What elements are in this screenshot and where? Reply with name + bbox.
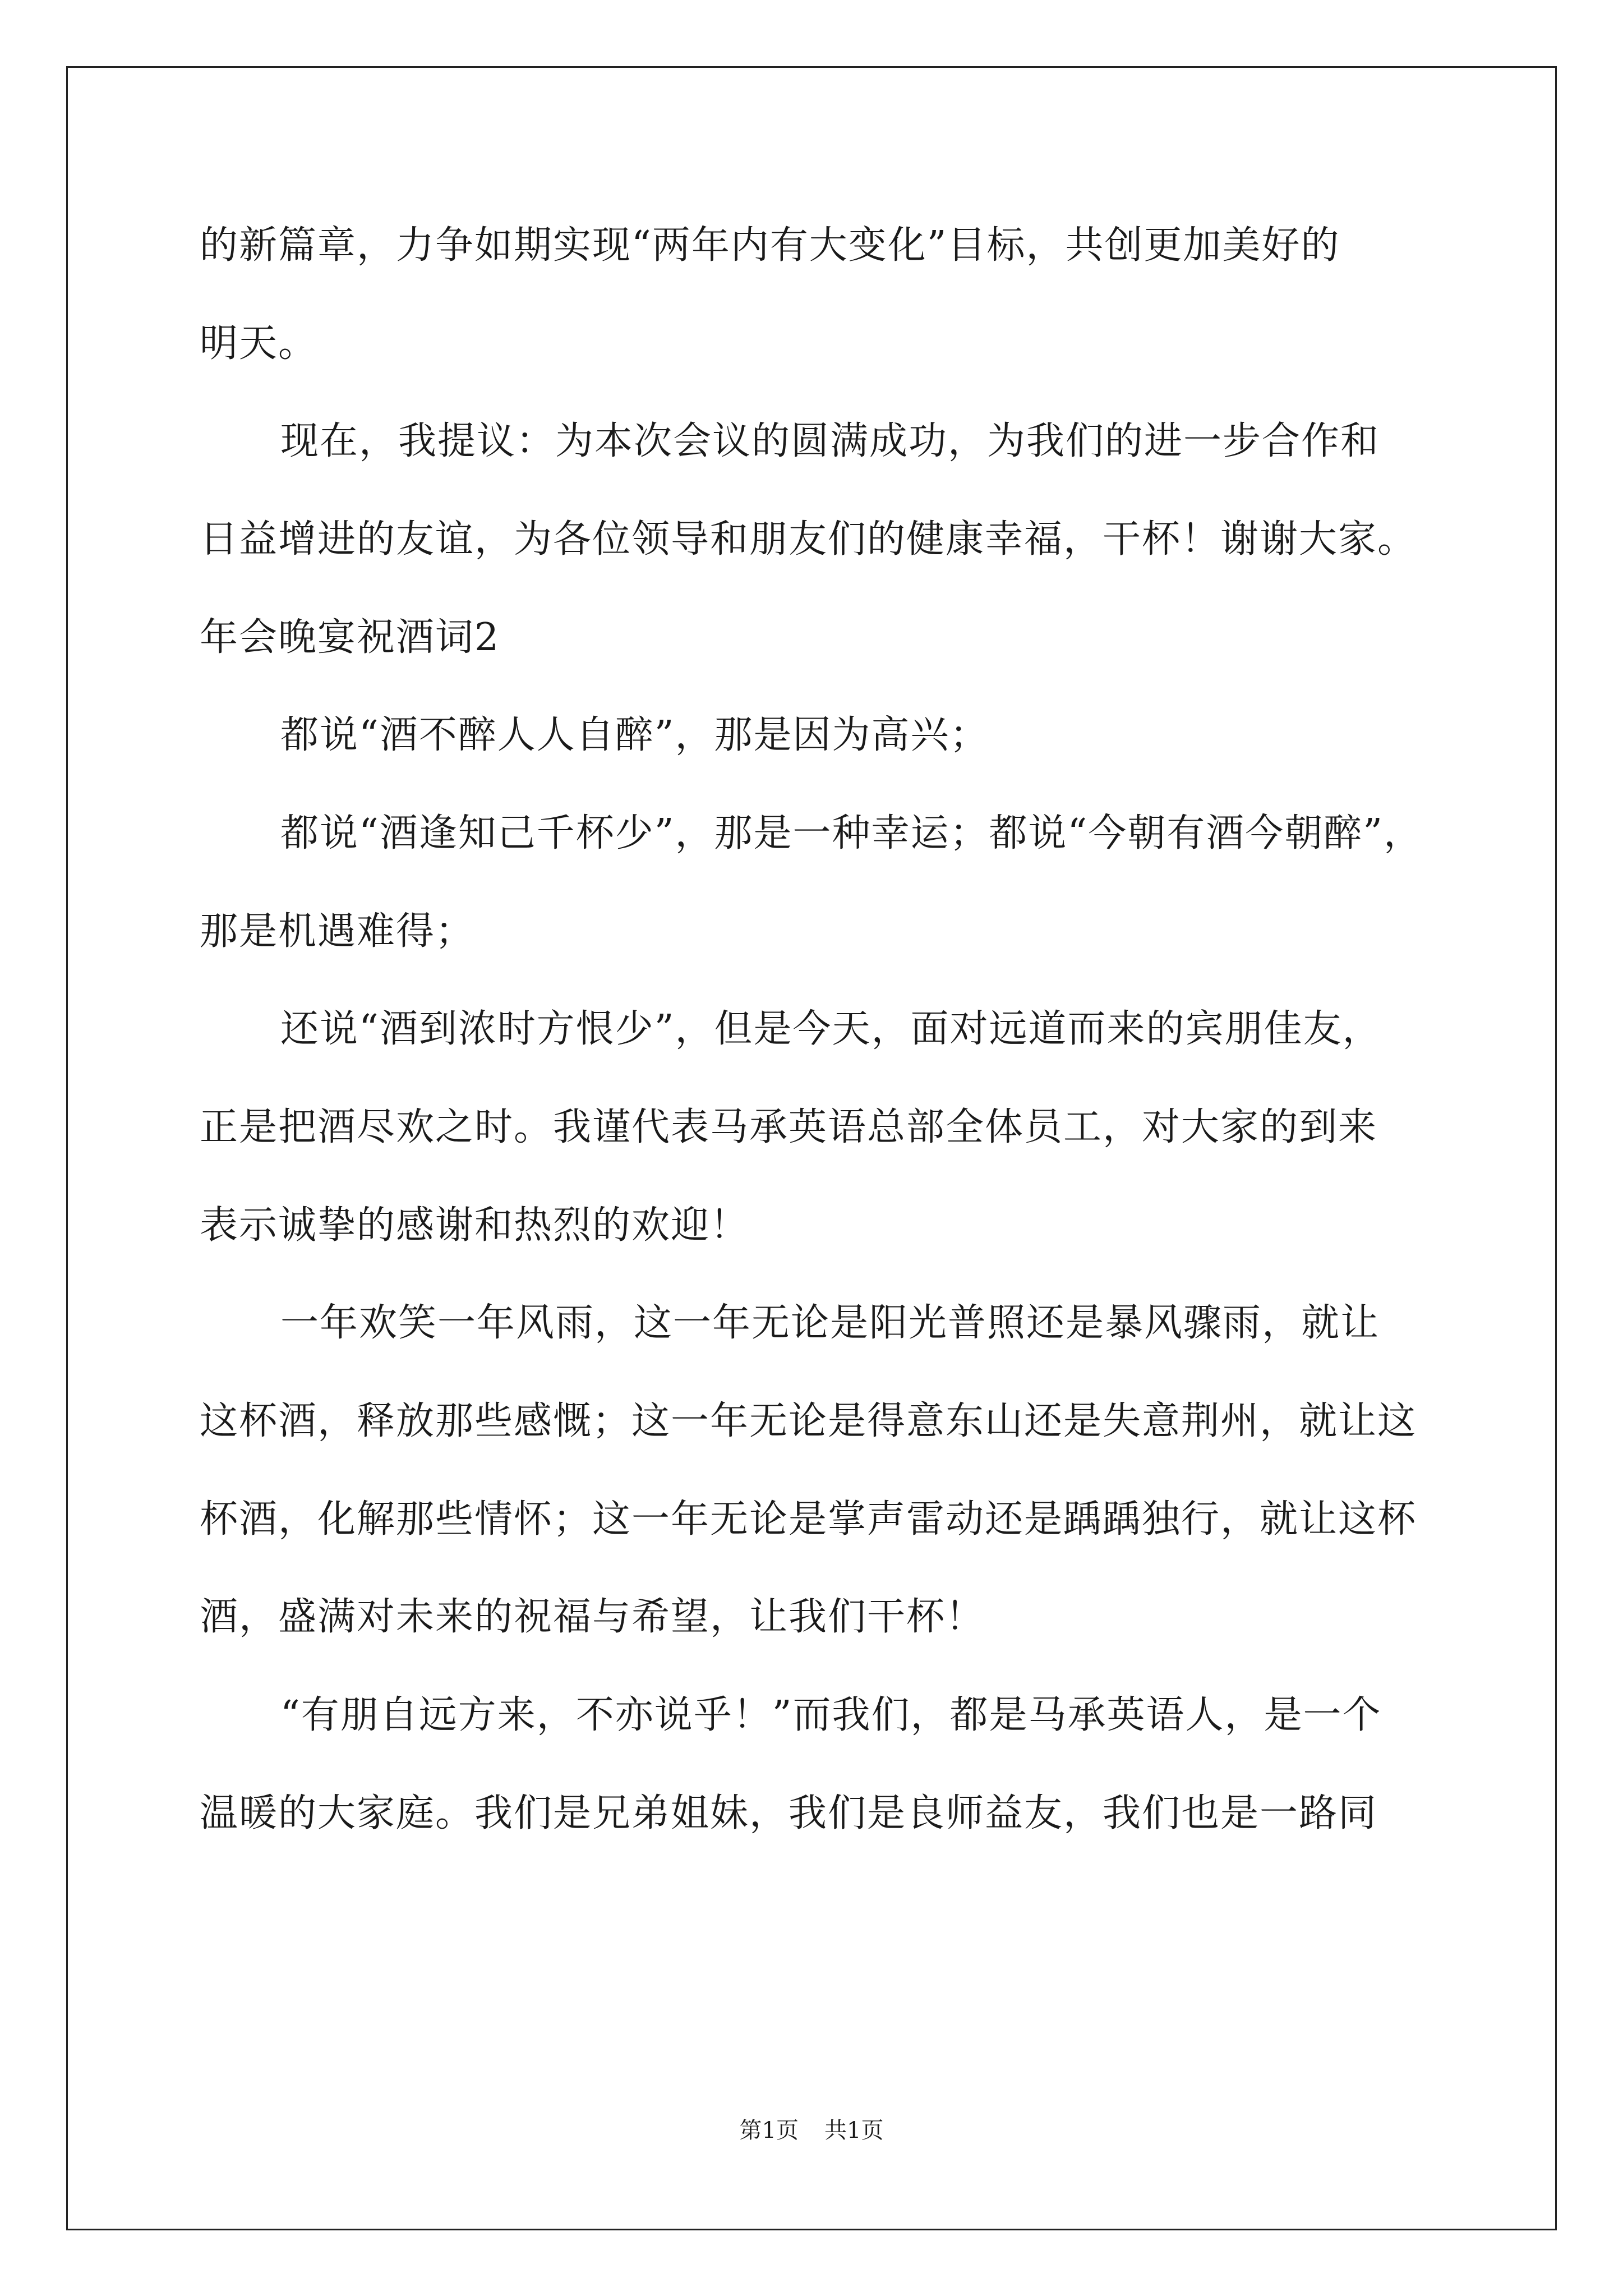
text-line: 都说“酒逢知己千杯少”，那是一种幸运；都说“今朝有酒今朝醉”， xyxy=(280,811,1423,855)
text-line: 现在，我提议：为本次会议的圆满成功，为我们的进一步合作和 xyxy=(280,419,1380,463)
text-line: 酒，盛满对未来的祝福与希望，让我们干杯！ xyxy=(200,1595,985,1639)
text-line: 这杯酒，释放那些感慨；这一年无论是得意东山还是失意荆州，就让这 xyxy=(200,1399,1417,1443)
text-line: 日益增进的友谊，为各位领导和朋友们的健康幸福，干杯！谢谢大家。 xyxy=(200,517,1417,562)
text-line: “有朋自远方来，不亦说乎！”而我们，都是马承英语人，是一个 xyxy=(280,1693,1382,1737)
page-total: 共1页 xyxy=(824,2118,884,2143)
section-heading: 年会晚宴祝酒词2 xyxy=(200,615,500,660)
text-line: 还说“酒到浓时方恨少”，但是今天，面对远道而来的宾朋佳友， xyxy=(280,1007,1382,1051)
page-footer xyxy=(0,2117,1623,2144)
text-line: 温暖的大家庭。我们是兄弟姐妹，我们是良师益友，我们也是一路同 xyxy=(200,1791,1378,1835)
text-line: 正是把酒尽欢之时。我谨代表马承英语总部全体员工，对大家的到来 xyxy=(200,1105,1378,1149)
text-line: 一年欢笑一年风雨，这一年无论是阳光普照还是暴风骤雨，就让 xyxy=(280,1301,1380,1345)
text-line: 杯酒，化解那些情怀；这一年无论是掌声雷动还是踽踽独行，就让这杯 xyxy=(200,1497,1417,1542)
page-number: 第1页 xyxy=(739,2118,799,2143)
text-line: 明天。 xyxy=(200,321,318,366)
text-line: 表示诚挚的感谢和热烈的欢迎！ xyxy=(200,1203,750,1248)
text-line: 的新篇章，力争如期实现“两年内有大变化”目标，共创更加美好的 xyxy=(200,223,1340,268)
text-line: 那是机遇难得； xyxy=(200,909,475,954)
text-line: 都说“酒不醉人人自醉”，那是因为高兴； xyxy=(280,713,989,757)
